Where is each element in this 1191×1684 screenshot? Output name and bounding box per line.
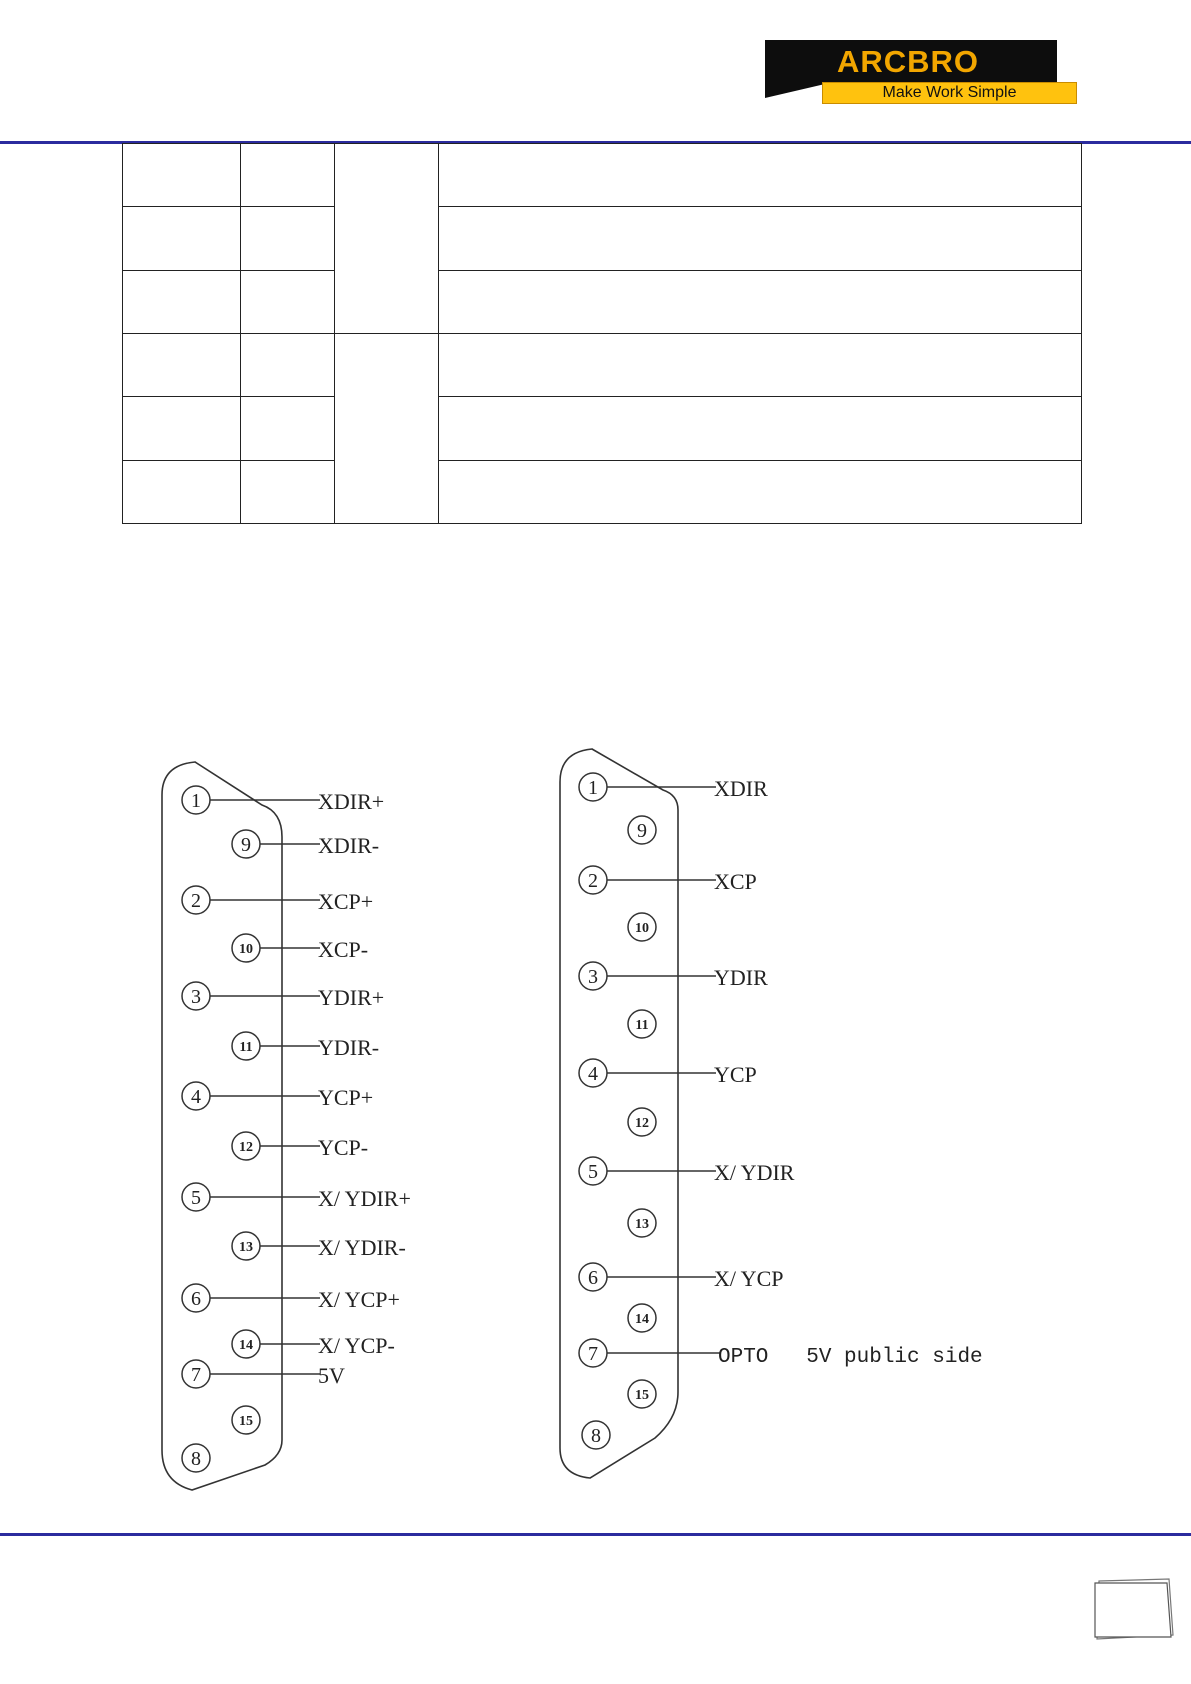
right-pin-5 (579, 1157, 795, 1185)
left-pin-7 (182, 1360, 345, 1388)
left-pin-15 (232, 1406, 260, 1434)
left-pin-label: XDIR+ (318, 789, 385, 814)
left-pin-label: YCP+ (318, 1085, 374, 1110)
left-pin-number: 9 (241, 834, 251, 856)
left-pin-number: 2 (191, 890, 201, 912)
left-pin-label: YCP- (318, 1135, 369, 1160)
right-pin-13 (628, 1209, 656, 1237)
left-pin-label: X/ YCP- (318, 1333, 395, 1358)
left-pin-label: X/ YDIR+ (318, 1186, 411, 1211)
right-pin-14 (628, 1304, 656, 1332)
right-pin-number: 11 (635, 1018, 649, 1033)
left-pin-1 (182, 786, 384, 814)
right-pin-7 (579, 1339, 983, 1369)
left-pin-number: 1 (191, 790, 201, 812)
right-pin-15 (628, 1380, 656, 1408)
right-pin-group (579, 773, 983, 1449)
left-pin-label: YDIR+ (318, 985, 385, 1010)
left-pin-number: 8 (191, 1448, 201, 1470)
right-pin-label: XDIR (714, 776, 768, 801)
right-pin-12 (628, 1108, 656, 1136)
right-pin-number: 3 (588, 966, 598, 988)
right-pin-number: 1 (588, 777, 598, 799)
right-pin-number: 13 (635, 1217, 649, 1232)
right-pin-6 (579, 1263, 783, 1291)
right-pin-number: 10 (635, 921, 649, 936)
left-pin-9 (232, 830, 379, 858)
right-connector-outline (560, 749, 678, 1478)
right-pin-11 (628, 1010, 656, 1038)
left-pin-label: X/ YCP+ (318, 1287, 400, 1312)
right-pin-number: 14 (635, 1312, 649, 1327)
left-pin-label: XCP- (318, 937, 369, 962)
left-pin-11 (232, 1032, 379, 1060)
right-pin-label: XCP (714, 869, 757, 894)
left-pin-number: 6 (191, 1288, 201, 1310)
left-pin-number: 12 (239, 1140, 253, 1155)
right-pin-number: 7 (588, 1343, 598, 1365)
right-pin-label: OPTO 5V public side (718, 1346, 983, 1369)
left-pin-12 (232, 1132, 368, 1160)
left-pin-number: 4 (191, 1086, 201, 1108)
left-pin-8 (182, 1444, 210, 1472)
right-pin-label: YDIR (714, 965, 768, 990)
left-pin-number: 7 (191, 1364, 201, 1386)
logo-wordmark: ARCBRO (837, 44, 980, 79)
right-pin-number: 5 (588, 1161, 598, 1183)
left-pin-5 (182, 1183, 411, 1211)
right-pin-8 (582, 1421, 610, 1449)
right-pin-label: YCP (714, 1062, 757, 1087)
footer-rule (0, 1533, 1191, 1536)
right-pin-number: 9 (637, 820, 647, 842)
left-pin-4 (182, 1082, 373, 1110)
right-pin-number: 4 (588, 1063, 598, 1085)
left-pin-group (182, 786, 411, 1472)
page-number-box (1093, 1577, 1175, 1641)
right-pin-4 (579, 1059, 757, 1087)
left-pin-number: 10 (239, 942, 253, 957)
left-pin-label: XDIR- (318, 833, 380, 858)
left-pin-10 (232, 934, 368, 962)
left-pin-number: 3 (191, 986, 201, 1008)
left-pin-number: 15 (239, 1414, 253, 1429)
right-pin-number: 6 (588, 1267, 598, 1289)
left-pin-3 (182, 982, 384, 1010)
left-connector-outline (162, 762, 282, 1490)
right-pin-9 (628, 816, 656, 844)
left-pin-13 (232, 1232, 406, 1260)
left-pin-number: 14 (239, 1338, 253, 1353)
left-pin-number: 11 (239, 1040, 253, 1055)
right-pin-label: X/ YCP (714, 1266, 784, 1291)
right-pin-number: 8 (591, 1425, 601, 1447)
right-pin-number: 12 (635, 1116, 649, 1131)
right-pin-10 (628, 913, 656, 941)
right-pin-label: X/ YDIR (714, 1160, 795, 1185)
right-pin-number: 15 (635, 1388, 649, 1403)
left-pin-label: XCP+ (318, 889, 374, 914)
left-pin-label: YDIR- (318, 1035, 380, 1060)
left-pin-6 (182, 1284, 400, 1312)
left-pin-number: 5 (191, 1187, 201, 1209)
left-pin-14 (232, 1330, 395, 1358)
right-pin-2 (579, 866, 757, 894)
left-pin-number: 13 (239, 1240, 253, 1255)
logo-tagline: Make Work Simple (882, 84, 1017, 101)
left-pin-label: 5V (318, 1363, 345, 1388)
right-pin-3 (579, 962, 768, 990)
left-pin-label: X/ YDIR- (318, 1235, 406, 1260)
right-pin-number: 2 (588, 870, 598, 892)
left-pin-2 (182, 886, 373, 914)
